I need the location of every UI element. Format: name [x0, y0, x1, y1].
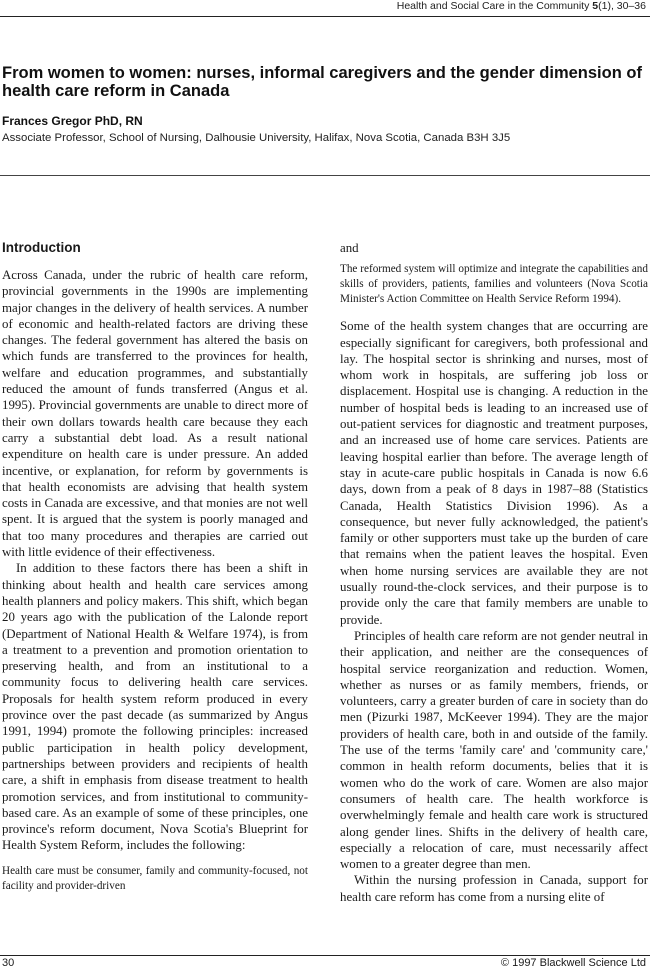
body-paragraph: In addition to these factors there has been a shift in thinking about health and health care services among health planners and policy makers. This shift, which began 20 years ago with the publication of the Lalonde report (Department of National Health & Welfare 1974), is from a treatment to a prevention and promotion orientation to preserving health, and from an institutional to a community focus to delivering health care services. Proposals for health system reform produced in every province over the past decade (as summarized by Angus 1991, 1994) promote the following principles: increased public participation in health policy development, partnerships between providers and recipients of health care, a shift in emphasis from disease treatment to health promotion services, and from institutional to community-based care. As an example of some of these principles, one province's reform document, Nova Scotia's Blueprint for Health System Reform, includes the following:: [2, 561, 308, 853]
block-quote: The reformed system will optimize and integrate the capabilities and skills of providers, patients, families and volunteers (Nova Scotia Minister's Action Committee on Health Service Reform 1994).: [340, 263, 648, 306]
copyright-notice: © 1997 Blackwell Science Ltd: [500, 957, 646, 969]
connector-text: and: [340, 241, 359, 255]
title-divider: [0, 175, 650, 176]
journal-citation: [397, 0, 646, 12]
article-title: From women to women: nurses, informal caregivers and the gender dimension of health care reform in Canada: [2, 64, 642, 100]
body-paragraph: Some of the health system changes that are occurring are especially significant for caregivers, both professional and lay. The hospital sector is shrinking and nurses, most of whom work in hospitals, are suffering job loss or displacement. Hospital use is changing. A reduction in the number of hospital beds is leading to an increased use of out-patient services for diagnostic and treatment purposes, and an increased use of home care services. Patients are leaving hospital earlier than before. The average length of stay in acute-care public hospitals in Canada is now 6.6 days, down from a peak of 8 days in 1987–88 (Statistics Canada, Health Statistics Division 1996). As a consequence, but never fully acknowledged, the patient's family or other supporters must take up the burden of care that remains when the patient leaves the hospital. Even when home nursing services are available they are not usually round-the-clock services, and their purpose is to provide only the care that family members are unable to provide.: [340, 319, 648, 627]
block-quote: Health care must be consumer, family and community-focused, not facility and provider-driven: [2, 864, 308, 892]
body-paragraph: Across Canada, under the rubric of health care reform, provincial governments in the 1990s are implementing major changes in the delivery of health services. A number of economic and health-related factors are driving these changes. The federal government has altered the basis on which funds are transferred to the provinces for health, welfare and education programmes, and substantially reduced the amount of funds transferred (Angus et al. 1995). Provincial governments are unable to direct more of their own dollars towards health care because they each carry a substantial debt load. As a result national expenditure on health care is under pressure. An added incentive, or explanation, for reform by governments is that health economists are advising that health system costs in Canada are excessive, and that monies are not well spent. It is argued that the system is poorly managed and that too many procedures and therapies are carried out with little evidence of their effectiveness.: [2, 268, 308, 560]
journal-name: Health and Social Care in the Community: [396, 0, 590, 12]
author-affiliation: Associate Professor, School of Nursing, Dalhousie University, Halifax, Nova Scotia, Canada B3H 3J5: [2, 132, 511, 144]
title-block: [2, 64, 642, 144]
body-paragraph: Within the nursing profession in Canada, support for health care reform has come from a nursing elite of: [340, 873, 648, 904]
body-paragraph: Principles of health care reform are not gender neutral in their application, and neither are the consequences of hospital service reorganization and reduction. Women, whether as nurses or as family members, friends, or volunteers, carry a greater burden of care in society than do men (Pizurki 1987, McKeever 1994). They are the major providers of health care, both in and outside of the family. The use of the terms 'family care' and 'community care,' common in health reform documents, belies that it is women who do the work of care. Women are also major consumers of health care. The health workforce is overwhelmingly female and health care work is structured along gender lines. Shifts in the delivery of health care, especially a relocation of care, must necessarily affect women to a greater degree than men.: [340, 628, 648, 872]
journal-issue-pages: (1), 30–36: [598, 0, 646, 12]
article-author: Frances Gregor PhD, RN: [2, 114, 143, 128]
section-heading: Introduction: [2, 240, 81, 255]
page-number: 30: [2, 957, 15, 969]
page-footer: [0, 955, 650, 972]
journal-volume: 5: [592, 0, 599, 12]
running-head: [0, 0, 650, 17]
left-column: [2, 240, 308, 906]
right-column: [340, 240, 648, 905]
